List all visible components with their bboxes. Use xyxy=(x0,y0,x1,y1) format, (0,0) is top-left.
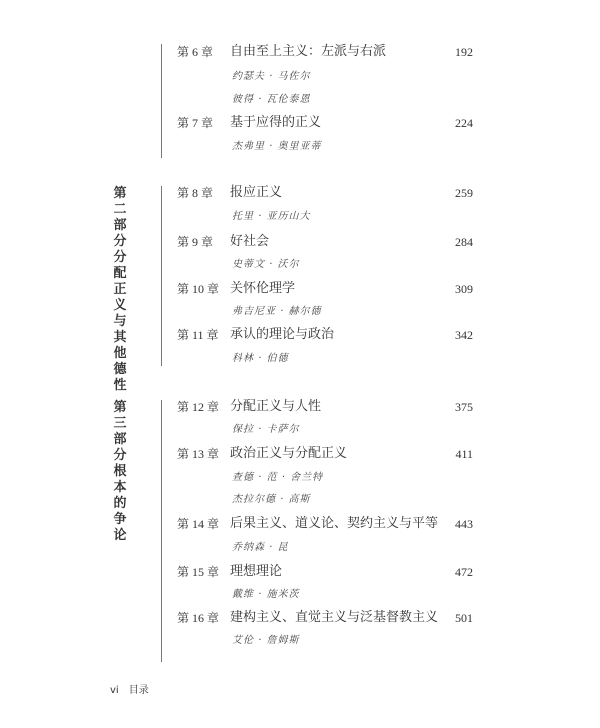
chapter-title[interactable]: 报应正义 xyxy=(230,185,283,200)
chapter-title[interactable]: 基于应得的正义 xyxy=(230,115,322,130)
chapter-author: 科林 · 伯德 xyxy=(232,353,289,364)
chapter-number: 第 13 章 xyxy=(177,447,220,461)
toc-entry[interactable] xyxy=(0,608,600,628)
chapter-number: 第 14 章 xyxy=(177,517,220,531)
chapter-page: 309 xyxy=(455,282,473,296)
page-number: vi xyxy=(110,685,119,696)
chapter-number: 第 10 章 xyxy=(177,282,220,296)
chapter-number: 第 9 章 xyxy=(177,235,214,249)
chapter-author: 杰弗里 · 奥里亚蒂 xyxy=(232,141,322,152)
toc-entry[interactable] xyxy=(0,514,600,534)
chapter-author: 乔纳森 · 昆 xyxy=(232,542,289,553)
toc-entry[interactable] xyxy=(0,397,600,417)
chapter-page: 411 xyxy=(455,447,473,461)
chapter-page: 342 xyxy=(455,328,473,342)
chapter-author: 托里 · 亚历山大 xyxy=(232,211,311,222)
chapter-page: 224 xyxy=(455,116,473,130)
chapter-number: 第 16 章 xyxy=(177,611,220,625)
chapter-page: 375 xyxy=(455,400,473,414)
chapter-page: 192 xyxy=(455,45,473,59)
chapter-author: 查德 · 范 · 舍兰特 xyxy=(232,472,324,483)
toc-entry[interactable] xyxy=(0,444,600,464)
chapter-title[interactable]: 好社会 xyxy=(230,234,270,249)
chapter-title[interactable]: 政治正义与分配正义 xyxy=(230,446,348,461)
chapter-author: 史蒂文 · 沃尔 xyxy=(232,259,300,270)
chapter-author: 保拉 · 卡萨尔 xyxy=(232,424,300,435)
chapter-title[interactable]: 分配正义与人性 xyxy=(230,399,322,414)
chapter-author: 戴维 · 施米茨 xyxy=(232,589,300,600)
section-label: 目录 xyxy=(128,685,149,696)
toc-entry[interactable] xyxy=(0,279,600,299)
toc-entry[interactable] xyxy=(0,42,600,62)
chapter-title[interactable]: 关怀伦理学 xyxy=(230,281,296,296)
toc-entry[interactable] xyxy=(0,113,600,133)
chapter-number: 第 7 章 xyxy=(177,116,214,130)
chapter-title[interactable]: 承认的理论与政治 xyxy=(230,327,335,342)
chapter-page: 501 xyxy=(455,611,473,625)
toc-entry[interactable] xyxy=(0,232,600,252)
chapter-title[interactable]: 建构主义、直觉主义与泛基督教主义 xyxy=(230,610,439,625)
toc-entry[interactable] xyxy=(0,183,600,203)
chapter-author: 约瑟夫 · 马佐尔 xyxy=(232,71,311,82)
part-title: 第三部分 根本的争论 xyxy=(113,400,127,543)
part-title: 第二部分 分配正义与其他德性 xyxy=(113,186,127,393)
chapter-number: 第 12 章 xyxy=(177,400,220,414)
chapter-page: 443 xyxy=(455,517,473,531)
chapter-author: 杰拉尔德 · 高斯 xyxy=(232,494,311,505)
chapter-title[interactable]: 理想理论 xyxy=(230,564,283,579)
chapter-number: 第 11 章 xyxy=(177,328,219,342)
toc-entry[interactable] xyxy=(0,325,600,345)
chapter-number: 第 8 章 xyxy=(177,186,214,200)
page-footer xyxy=(110,681,149,696)
chapter-page: 259 xyxy=(455,186,473,200)
chapter-author: 彼得 · 瓦伦泰恩 xyxy=(232,94,311,105)
chapter-author: 艾伦 · 詹姆斯 xyxy=(232,635,300,646)
chapter-author: 弗吉尼亚 · 赫尔德 xyxy=(232,306,322,317)
chapter-number: 第 6 章 xyxy=(177,45,214,59)
chapter-title[interactable]: 自由至上主义：左派与右派 xyxy=(230,44,387,59)
chapter-number: 第 15 章 xyxy=(177,565,220,579)
chapter-page: 284 xyxy=(455,235,473,249)
toc-entry[interactable] xyxy=(0,562,600,582)
chapter-title[interactable]: 后果主义、道义论、契约主义与平等 xyxy=(230,516,439,531)
chapter-page: 472 xyxy=(455,565,473,579)
